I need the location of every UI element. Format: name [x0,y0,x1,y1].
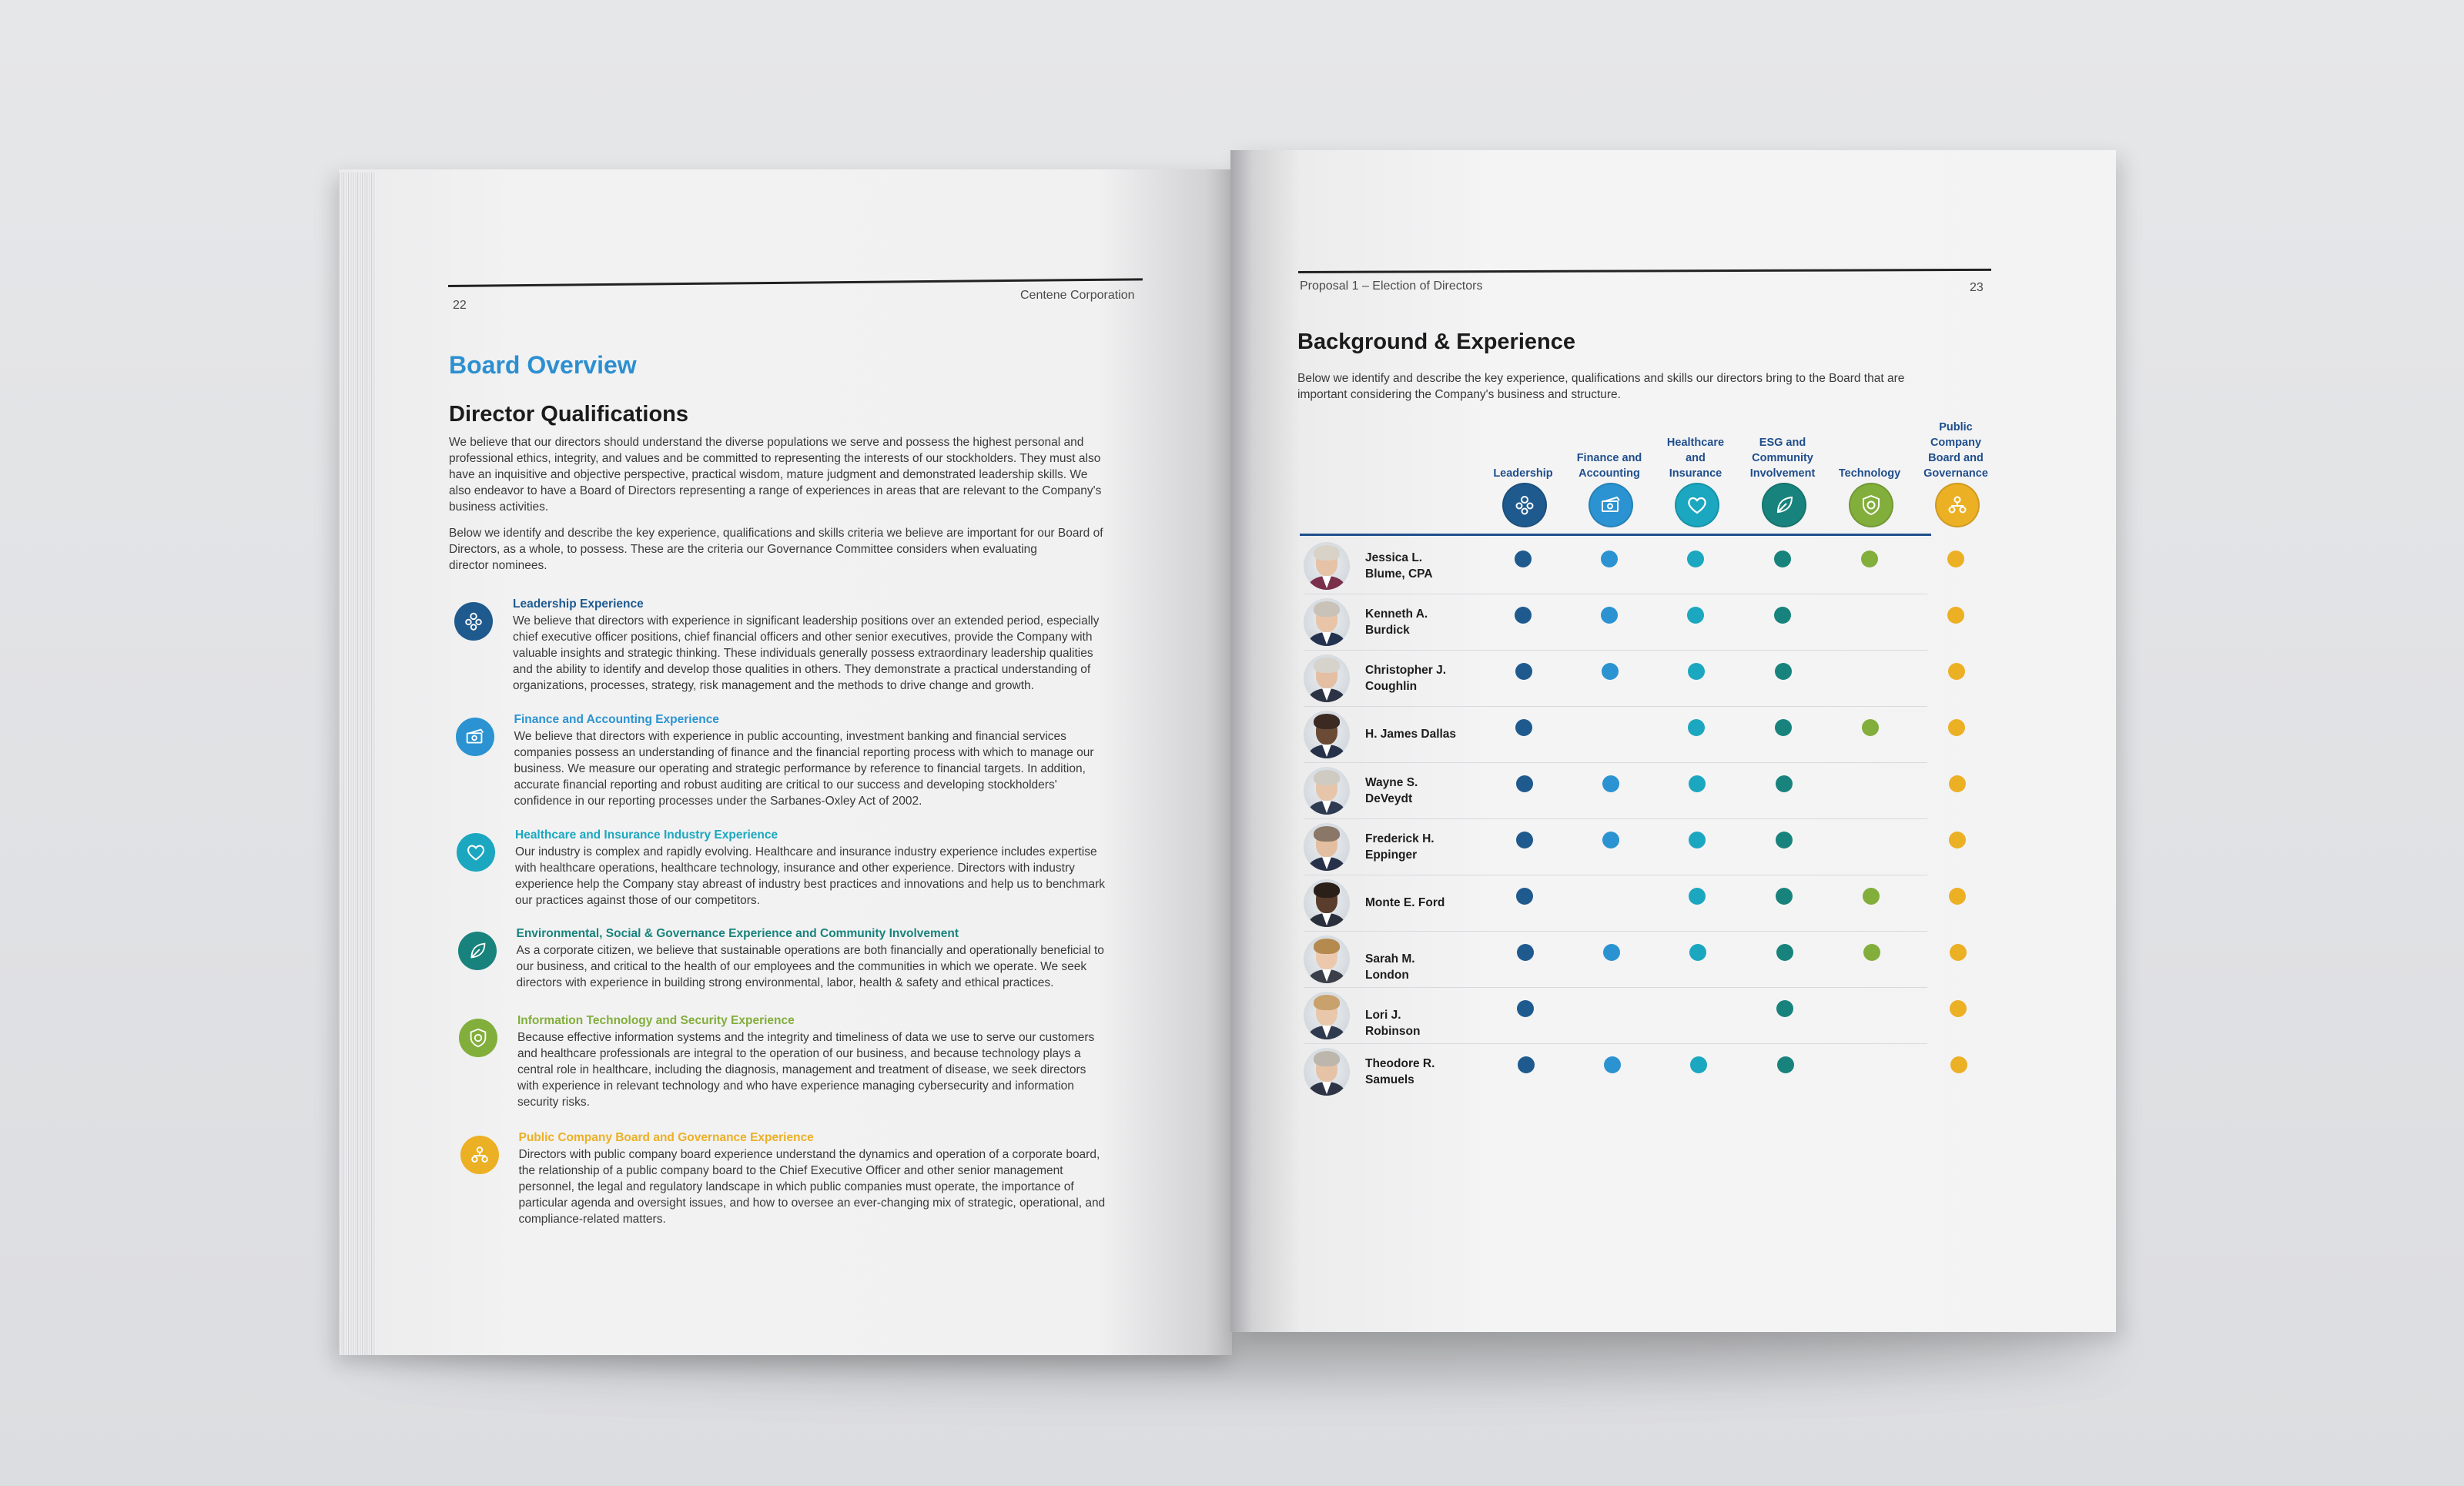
skill-dot-finance [1603,944,1620,961]
text-line: with healthcare operations, healthcare technology, insurance and other experience. Directors with industry [515,862,1075,875]
skill-dot-esg [1776,944,1793,961]
text-line: directors with experience in building strong environmental, labor, health & safety and ethical practices. [516,976,1054,989]
director-row [1304,594,1927,651]
text-line: Jessica L. [1365,551,1423,564]
skill-dot-leadership [1518,1056,1535,1073]
column-header-esg [1740,435,1825,481]
skill-dot-technology [1863,888,1880,905]
text-line: central role in healthcare, including the diagnosis, management and treatment of disease, we seek directors [517,1063,1086,1076]
qualification-title: Finance and Accounting Experience [514,713,719,726]
running-head: Centene Corporation [1020,289,1135,302]
text-line: We believe that our directors should understand the diverse populations we serve and possess the highest personal and [449,436,1084,449]
criteria-paragraph [449,525,1157,574]
skill-dot-governance [1947,551,1964,567]
leadership-icon [1502,483,1547,527]
text-line: our business, and critical to the health of our employees and the communities in which we operate. We seek [516,960,1087,973]
director-row [1304,987,1927,1044]
page-number: 23 [1970,281,1984,294]
skill-dot-healthcare [1688,663,1705,680]
text-line: Wayne S. [1365,776,1418,789]
text-line: business activities. [449,500,549,514]
skill-dot-technology [1861,551,1878,567]
text-line: Frederick H. [1365,832,1435,845]
skill-dot-governance [1949,888,1966,905]
text-line: Board and [1928,452,1984,464]
page-heading: Director Qualifications [449,402,689,427]
qualification-description [517,1029,1141,1110]
text-line: H. James Dallas [1365,728,1457,741]
page-number: 22 [453,299,467,312]
text-line: compliance-related matters. [518,1213,666,1226]
skill-dot-esg [1776,775,1793,792]
text-line: Leadership [1493,467,1553,480]
network-icon [1935,483,1980,527]
qualification-title: Public Company Board and Governance Experience [518,1131,814,1144]
text-line: experience help the Company stay abreast of industry best practices and innovations and help us to benchmark [515,878,1105,891]
director-photo [1304,767,1350,815]
skill-dot-finance [1601,607,1618,624]
text-line: valuable insights and strategic thinking. These individuals generally possess extraordinary leadership qualities [513,647,1093,660]
text-line: accurate financial reporting and robust auditing are critical to our success and developing stockholders' [514,778,1057,792]
skill-dot-finance [1602,775,1619,792]
text-line: Our industry is complex and rapidly evolving. Healthcare and insurance industry experience includes expertise [515,845,1097,858]
text-line: companies possess an understanding of finance and the financial reporting process with which to manage our [514,746,1094,759]
skill-dot-technology [1862,719,1879,736]
qualification-item [459,1014,1152,1122]
header-rule [1298,269,1991,273]
text-line: Burdick [1365,624,1410,637]
text-line: also endeavor to have a Board of Directors representing a range of experiences in areas that are relevant to the Company's [449,484,1102,497]
director-name [1365,951,1458,983]
text-line: DeVeydt [1365,792,1413,805]
skill-dot-esg [1775,719,1792,736]
text-line: chief executive officer positions, chief financial officers and other senior executives, provide the Company with [513,631,1093,644]
leaf-icon [1762,483,1806,527]
skill-dot-governance [1949,832,1966,848]
column-header-healthcare [1653,435,1738,481]
qualification-item [460,1131,1153,1239]
director-photo [1304,711,1350,758]
qualification-title: Environmental, Social & Governance Experience and Community Involvement [516,927,959,940]
column-header-finance [1567,450,1652,481]
qualification-description [514,728,1138,809]
skill-dot-leadership [1517,944,1534,961]
qualification-item [457,828,1150,936]
heart-icon [457,833,495,872]
text-line: ESG and [1759,437,1806,449]
skill-dot-esg [1774,607,1791,624]
skill-dot-governance [1948,663,1965,680]
skill-dot-healthcare [1689,888,1706,905]
right-page [1230,150,2116,1332]
text-line: Accounting [1578,467,1640,480]
skill-dot-governance [1950,944,1967,961]
director-row [1304,650,1927,707]
leaf-icon [458,932,497,970]
skill-dot-healthcare [1689,775,1706,792]
skill-dot-esg [1775,663,1792,680]
text-line: personnel, the legal and regulatory landscape in which public companies must operate, the importance of [518,1180,1074,1193]
text-line: Christopher J. [1365,664,1447,677]
text-line: with experience in relevant technology and who have experience managing cybersecurity and information [517,1079,1074,1093]
director-row [1304,706,1927,763]
director-photo [1304,598,1350,646]
text-line: have an inquisitive and objective perspective, practical wisdom, mature judgment and demonstrated leadership skills. We [449,468,1088,481]
skill-dot-esg [1776,1000,1793,1017]
director-name [1365,895,1458,911]
text-line: business. We measure our operating and strategic performance by reference to financial targets. In addition, [514,762,1086,775]
text-line: organizations, processes, strategy, risk management and the methods to drive change and growth. [513,679,1034,692]
director-row [1304,1043,1927,1099]
director-row [1304,875,1927,932]
finance-icon [456,718,494,756]
text-line: confidence in our reporting processes under the Sarbanes-Oxley Act of 2002. [514,795,922,808]
skill-dot-finance [1604,1056,1621,1073]
text-line: Lori J. Robinson [1365,1009,1421,1038]
text-line: professional ethics, integrity, and values and be committed to representing the interests of our stockholders. They must also [449,452,1101,465]
text-line: director nominees. [449,559,547,572]
skill-dot-technology [1863,944,1880,961]
text-line: Healthcare [1666,437,1725,449]
director-name [1365,831,1458,863]
skill-dot-leadership [1515,607,1532,624]
text-line: Monte E. Ford [1365,896,1445,909]
text-line: Because effective information systems and the integrity and timeliness of data we use to serve our customers [517,1031,1095,1044]
skill-dot-governance [1947,607,1964,624]
director-photo [1304,654,1350,702]
skill-dot-healthcare [1688,719,1705,736]
leadership-icon [454,602,493,641]
director-name [1365,775,1458,807]
text-line: our practices against those of our competitors. [515,894,760,907]
column-header-governance [1913,420,1998,481]
text-line: Eppinger [1365,848,1418,862]
text-line: and [1686,452,1706,464]
qualification-item [454,597,1147,705]
heart-icon [1675,483,1719,527]
text-line: We believe that directors with experience in public accounting, investment banking and financial services [514,730,1066,743]
skill-dot-leadership [1516,888,1533,905]
page-heading: Background & Experience [1297,330,1575,354]
director-row [1304,537,1927,594]
director-name [1365,1056,1458,1088]
director-row [1304,818,1927,875]
text-line: particular agenda and oversight issues, and how to oversee an ever-changing mix of strategic, operational, and [518,1196,1106,1210]
text-line: Coughlin [1365,680,1418,693]
column-header-leadership [1481,466,1565,481]
text-line: and healthcare professionals are integral to the operation of our business, and because technology plays a [517,1047,1081,1060]
skill-dot-leadership [1516,832,1533,848]
text-line: Community [1752,452,1813,464]
director-photo [1304,935,1350,983]
skill-dot-esg [1774,551,1791,567]
skill-dot-esg [1776,888,1793,905]
director-name [1365,550,1458,582]
skill-dot-governance [1950,1000,1967,1017]
text-line: the relationship of a public company board to the Chief Executive Officer and other senior management [518,1164,1063,1177]
director-photo [1304,992,1350,1039]
qualification-description [515,844,1139,909]
director-name [1365,662,1458,694]
qualification-description [517,942,1140,991]
skill-dot-healthcare [1689,944,1706,961]
left-page [339,169,1232,1355]
qualification-title: Information Technology and Security Experience [517,1014,795,1027]
text-line: Technology [1838,467,1901,480]
director-row [1304,762,1927,819]
text-line: Governance [1923,467,1988,480]
skill-dot-leadership [1515,551,1532,567]
section-title: Board Overview [449,351,637,379]
director-name [1365,726,1458,742]
skill-dot-esg [1776,832,1793,848]
text-line: As a corporate citizen, we believe that sustainable operations are both financially and operationally beneficial to [516,944,1104,957]
text-line: security risks. [517,1096,590,1109]
text-line: and the ability to identify and develop those qualities in others. They demonstrate a practical understanding of [513,663,1091,676]
text-line: Involvement [1749,467,1816,480]
qualification-title: Leadership Experience [513,597,644,611]
skill-dot-governance [1949,775,1966,792]
shield-icon [1849,483,1893,527]
text-line: Below we identify and describe the key experience, qualifications and skills criteria we believe are important for our Board of [449,527,1103,540]
qualification-item [456,713,1149,821]
page-edges [339,172,376,1355]
matrix-header-rule [1300,534,1931,536]
skill-dot-governance [1948,719,1965,736]
text-line: Kenneth A. [1365,607,1428,621]
director-row [1304,931,1927,988]
text-line: Sarah M. London [1365,952,1415,982]
text-line: Finance and [1576,452,1642,464]
director-photo [1304,1048,1350,1096]
skill-dot-leadership [1515,663,1532,680]
text-line: Samuels [1365,1073,1414,1086]
text-line: We believe that directors with experience in significant leadership positions over an extended period, especially [513,614,1100,628]
intro-paragraph [449,434,1157,515]
text-line: Company [1930,437,1982,449]
qualification-title: Healthcare and Insurance Industry Experience [515,828,778,842]
qualification-description [519,1146,1143,1227]
text-line: Theodore R. [1365,1057,1435,1070]
intro-paragraph [1297,370,2006,403]
text-line: Directors, as a whole, to possess. These are the criteria our Governance Committee considers when evaluating [449,543,1037,556]
director-photo [1304,823,1350,871]
text-line: important considering the Company's business and structure. [1297,388,1621,401]
header-rule [448,278,1143,287]
shield-icon [459,1019,497,1057]
skill-dot-governance [1950,1056,1967,1073]
skill-dot-esg [1777,1056,1794,1073]
skill-dot-healthcare [1690,1056,1707,1073]
director-photo [1304,542,1350,590]
skill-dot-leadership [1516,775,1533,792]
text-line: Blume, CPA [1365,567,1433,581]
skill-dot-finance [1602,663,1619,680]
qualification-description [513,613,1137,694]
skill-dot-healthcare [1687,607,1704,624]
skill-dot-healthcare [1687,551,1704,567]
text-line: Public [1939,421,1973,433]
column-header-technology [1827,466,1912,481]
finance-icon [1589,483,1633,527]
running-head: Proposal 1 – Election of Directors [1300,279,1483,293]
skill-dot-healthcare [1689,832,1706,848]
skill-dot-leadership [1517,1000,1534,1017]
skill-dot-finance [1601,551,1618,567]
director-name [1365,1007,1458,1039]
text-line: Directors with public company board experience understand the dynamics and operation of a corporate board, [518,1148,1100,1161]
skill-dot-finance [1602,832,1619,848]
director-name [1365,606,1458,638]
text-line: Below we identify and describe the key experience, qualifications and skills our directors bring to the Board that are [1297,372,1905,385]
director-photo [1304,879,1350,927]
text-line: Insurance [1669,467,1722,480]
skill-dot-leadership [1515,719,1532,736]
network-icon [460,1136,499,1174]
